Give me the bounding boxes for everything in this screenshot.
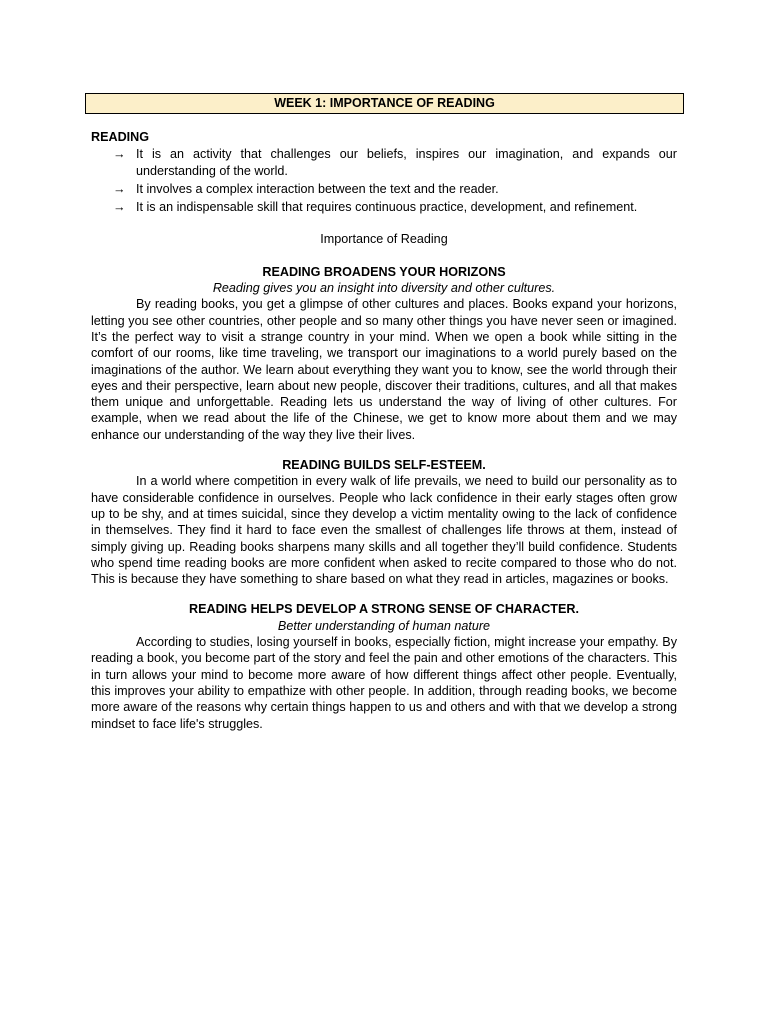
arrow-right-icon: →	[113, 200, 126, 215]
bullet-text: It involves a complex interaction between the text and the reader.	[136, 181, 499, 196]
reading-bullet-list	[91, 146, 677, 215]
reading-label: READING	[91, 130, 150, 144]
list-item	[91, 146, 677, 179]
list-item	[91, 181, 677, 197]
week-title: WEEK 1: IMPORTANCE OF READING	[85, 93, 684, 114]
section-paragraph: By reading books, you get a glimpse of other cultures and places. Books expand your horizons, letting you see other countries, other people and so many other things you have never seen or imagined. It’s the perfect way to visit a strange country in your mind. When we open a book while sitting in the comfort of our rooms, like time traveling, we transport our imaginations to a world purely based on the imaginations of the author. We learn about everything they want you to know, see the world through their eyes and their perspective, learn about new people, discover their traditions, cultures, and all that makes them unique and unforgettable. Reading lets us understand the way of living of other cultures. For example, when we read about the life of the Chinese, we get to know more about them and we may enhance our understanding of the way they live their lives.	[91, 297, 677, 442]
section-paragraph: According to studies, losing yourself in books, especially fiction, might increase your empathy. By reading a book, you become part of the story and feel the pain and other emotions of the characters. This in turn allows your mind to become more aware of how different things affect other people. Eventually, this improves your ability to empathize with other people. In addition, through reading books, we become more aware of the reasons why certain things happen to us and others and with that we develop a strong mindset to face life's struggles.	[91, 635, 677, 731]
bullet-text: It is an indispensable skill that requires continuous practice, development, and refinement.	[136, 200, 638, 215]
section-heading: READING BROADENS YOUR HORIZONS	[262, 264, 506, 279]
section-subtitle: Importance of Reading	[320, 232, 448, 247]
section-heading: READING HELPS DEVELOP A STRONG SENSE OF CHARACTER.	[189, 602, 579, 617]
section-broadens-horizons	[91, 264, 677, 443]
arrow-right-icon: →	[113, 147, 126, 162]
section-tagline: Reading gives you an insight into diversity and other cultures.	[212, 281, 556, 296]
section-self-esteem	[91, 457, 677, 587]
document-body	[91, 129, 677, 732]
section-paragraph: In a world where competition in every walk of life prevails, we need to build our personality as to have considerable confidence in ourselves. People who lack confidence in their early stages often grow up to be shy, and at times suicidal, since they develop a victim mentality owing to the lack of confidence in themselves. They find it hard to face even the smallest of challenges life throws at them, instead of simply giving up. Reading books sharpens many skills and all together they’ll build confidence. Students who spend time reading books are more confident when asked to recite compared to those who do not. This is because they have something to share based on what they read in articles, magazines or books.	[91, 474, 677, 587]
list-item	[91, 199, 677, 215]
arrow-right-icon: →	[113, 181, 126, 196]
section-character	[91, 601, 677, 731]
bullet-text: It is an activity that challenges our beliefs, inspires our imagination, and expands our understanding of the world.	[136, 147, 677, 178]
section-heading: READING BUILDS SELF-ESTEEM.	[282, 458, 486, 473]
section-tagline: Better understanding of human nature	[277, 618, 491, 633]
